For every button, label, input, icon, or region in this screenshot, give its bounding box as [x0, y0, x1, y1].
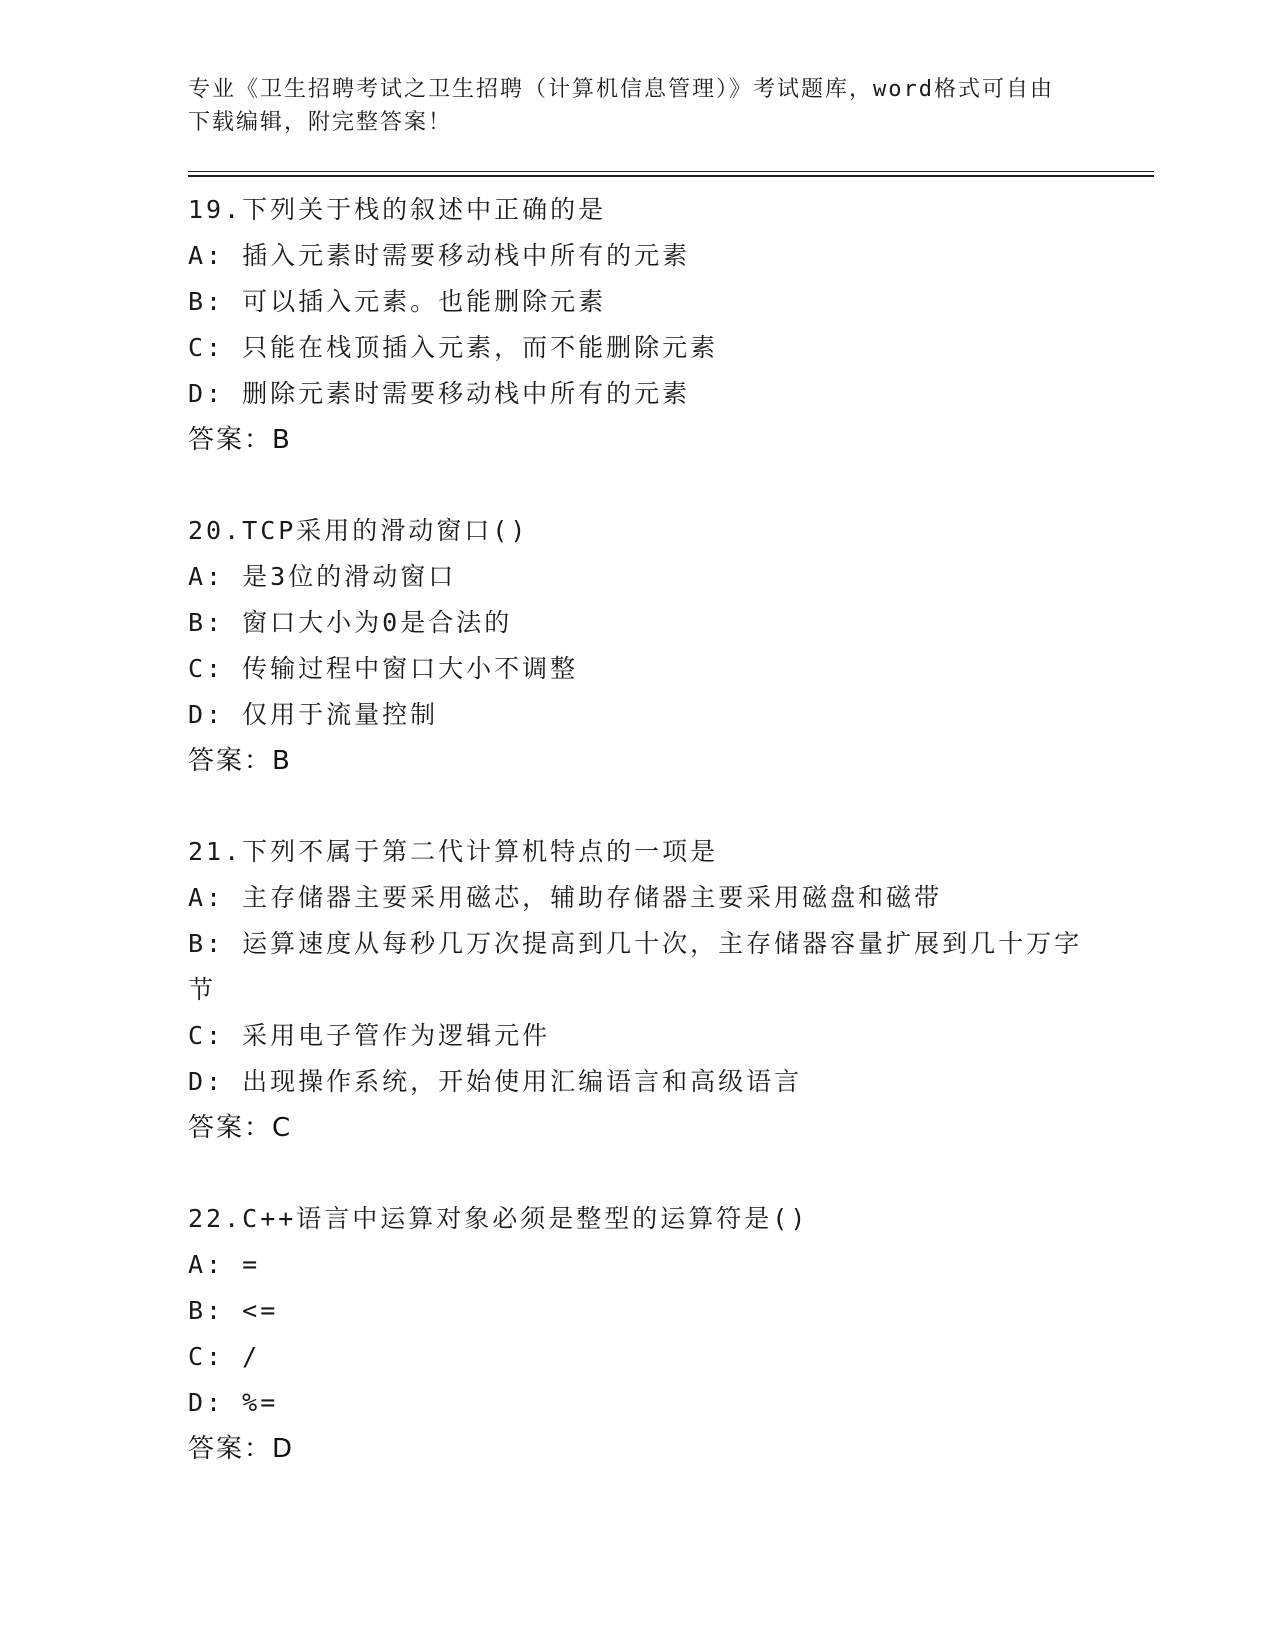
answer-label: 答案：: [188, 1113, 273, 1143]
question-stem: 22.C++语言中运算对象必须是整型的运算符是(): [188, 1204, 809, 1233]
option-d: D: 删除元素时需要移动栈中所有的元素: [188, 379, 691, 408]
answer-line: [188, 417, 1088, 463]
option-a: A: 是3位的滑动窗口: [188, 562, 457, 591]
option-d: D: 出现操作系统，开始使用汇编语言和高级语言: [188, 1067, 803, 1096]
option-c: C: 只能在栈顶插入元素，而不能删除元素: [188, 333, 719, 362]
header-divider-thin: [188, 171, 1154, 172]
question-20: [188, 508, 1088, 784]
question-list: [188, 187, 1088, 1517]
question-stem: 19.下列关于栈的叙述中正确的是: [188, 195, 607, 224]
question-stem: 21.下列不属于第二代计算机特点的一项是: [188, 837, 719, 866]
answer-line: [188, 1105, 1088, 1151]
document-intro: 专业《卫生招聘考试之卫生招聘（计算机信息管理）》考试题库，word格式可自由下载编辑，附完整答案！: [188, 77, 1054, 135]
option-c: C: /: [188, 1342, 261, 1371]
question-21: [188, 829, 1088, 1151]
option-b: B: 可以插入元素。也能删除元素: [188, 287, 607, 316]
answer-value: B: [272, 425, 292, 455]
option-b: B: 窗口大小为0是合法的: [188, 608, 513, 637]
answer-label: 答案：: [188, 746, 273, 776]
option-a: A: 插入元素时需要移动栈中所有的元素: [188, 241, 691, 270]
option-b: B: <=: [188, 1296, 279, 1325]
option-a: A: 主存储器主要采用磁芯，辅助存储器主要采用磁盘和磁带: [188, 883, 943, 912]
answer-value: B: [272, 746, 292, 776]
option-c: C: 传输过程中窗口大小不调整: [188, 654, 579, 683]
answer-value: D: [272, 1434, 295, 1464]
question-19: [188, 187, 1088, 463]
answer-label: 答案：: [188, 425, 273, 455]
option-d: D: 仅用于流量控制: [188, 700, 439, 729]
option-b: B: 运算速度从每秒几万次提高到几十次，主存储器容量扩展到几十万字节: [188, 929, 1083, 1004]
option-d: D: %=: [188, 1388, 279, 1417]
answer-line: [188, 738, 1088, 784]
answer-value: C: [272, 1113, 293, 1143]
option-a: A: =: [188, 1250, 261, 1279]
answer-line: [188, 1426, 1088, 1472]
answer-label: 答案：: [188, 1434, 273, 1464]
header-divider-thick: [188, 175, 1154, 177]
question-22: [188, 1196, 1088, 1472]
option-c: C: 采用电子管作为逻辑元件: [188, 1021, 551, 1050]
question-stem: 20.TCP采用的滑动窗口(): [188, 516, 529, 545]
